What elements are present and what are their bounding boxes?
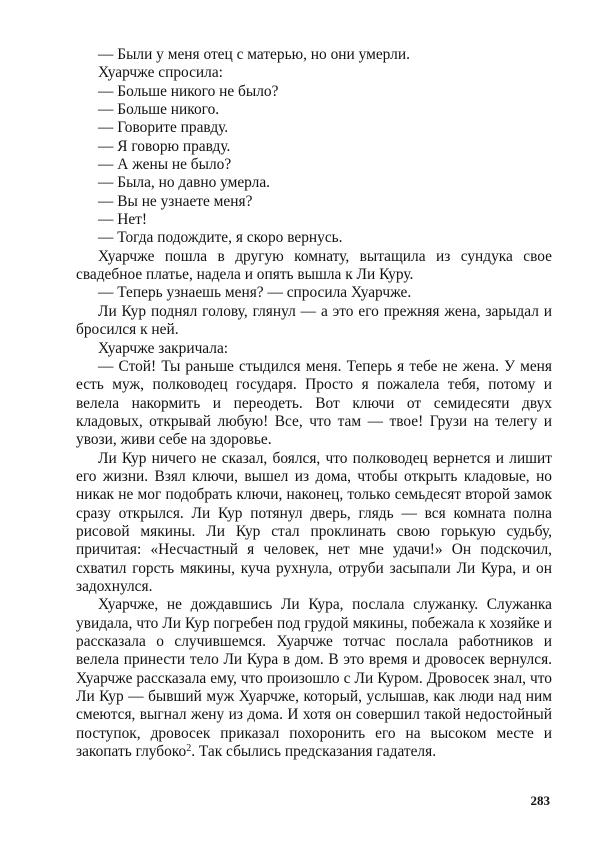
final-paragraph-tail: . Так сбылись предсказания гадателя. — [191, 743, 437, 761]
narration-paragraph — [76, 596, 552, 761]
narration-line: Хуарчже закричала: — [98, 339, 229, 357]
dialogue-paragraph: — Стой! Ты раньше стыдился меня. Теперь я тебе не жена. У меня есть муж, полководец государя. Просто я пожалела тебя, потому и велела накормить и переодеть. Вот ключи от семидесяти двух кладовых, открывай любую! Все, что там — твое! Грузи на телегу и увози, живи себе на здоровье. — [76, 357, 552, 449]
dialogue-line: — Нет! — [98, 211, 148, 229]
narration-paragraph: Ли Кур поднял голову, глянул — а это его прежняя жена, зарыдал и бросился к ней. — [76, 302, 552, 339]
dialogue-line: — Были у меня отец с матерью, но они умерли. — [98, 46, 410, 63]
dialogue-line: — Больше никого не было? — [98, 82, 279, 100]
dialogue-line: — Тогда подождите, я скоро вернусь. — [98, 229, 343, 247]
dialogue-line: — Вы не узнаете меня? — [98, 192, 253, 210]
narration-paragraph: Ли Кур ничего не сказал, боялся, что полководец вернется и лишит его жизни. Взял ключи, вышел из дома, чтобы открыть кладовые, но никак не мог подобрать ключи, наконец, только семьдесят второй замок сразу открылся. Ли Кур потянул дверь, глядь — вся комната полна рисовой мякины. Ли Кур стал проклинать свою горькую судьбу, причитая: «Несчастный я человек, нет мне удачи!» Он подскочил, схватил горсть мякины, куча рухнула, отруби засыпали Ли Кура, и он задохнулся. — [76, 449, 552, 595]
page-text — [76, 46, 552, 761]
dialogue-line: — Больше никого. — [98, 101, 220, 119]
dialogue-line: — Теперь узнаешь меня? — спросила Хуарчже. — [98, 284, 412, 302]
narration-line: Хуарчже спросила: — [98, 64, 223, 82]
footnote-marker: 2 — [186, 743, 192, 755]
dialogue-line: — Была, но давно умерла. — [98, 174, 271, 192]
dialogue-line: — Говорите правду. — [98, 119, 229, 137]
dialogue-line: — А жены не было? — [98, 156, 232, 174]
narration-paragraph: Хуарчже пошла в другую комнату, вытащила из сундука свое свадебное платье, надела и опять вышла к Ли Куру. — [76, 247, 552, 284]
page-number: 283 — [530, 793, 550, 808]
final-paragraph-body: Хуарчже, не дождавшись Ли Кура, послала служанку. Служанка увидала, что Ли Кур погребен под грудой мякины, побежала к хозяйке и рассказала о случившемся. Хуарчже тотчас послала работников и велела принести тело Ли Кура в дом. В это время и дровосек вернулся. Хуарчже рассказала ему, что произошло с Ли Куром. Дровосек знал, что Ли Кур — бывший муж Хуарчже, который, услышав, как люди над ним смеются, выгнал жену из дома. И хотя он совершил такой недостойный поступок, дровосек приказал похоронить его на высоком месте и закопать глубоко — [76, 596, 552, 761]
dialogue-line: — Я говорю правду. — [98, 137, 231, 155]
